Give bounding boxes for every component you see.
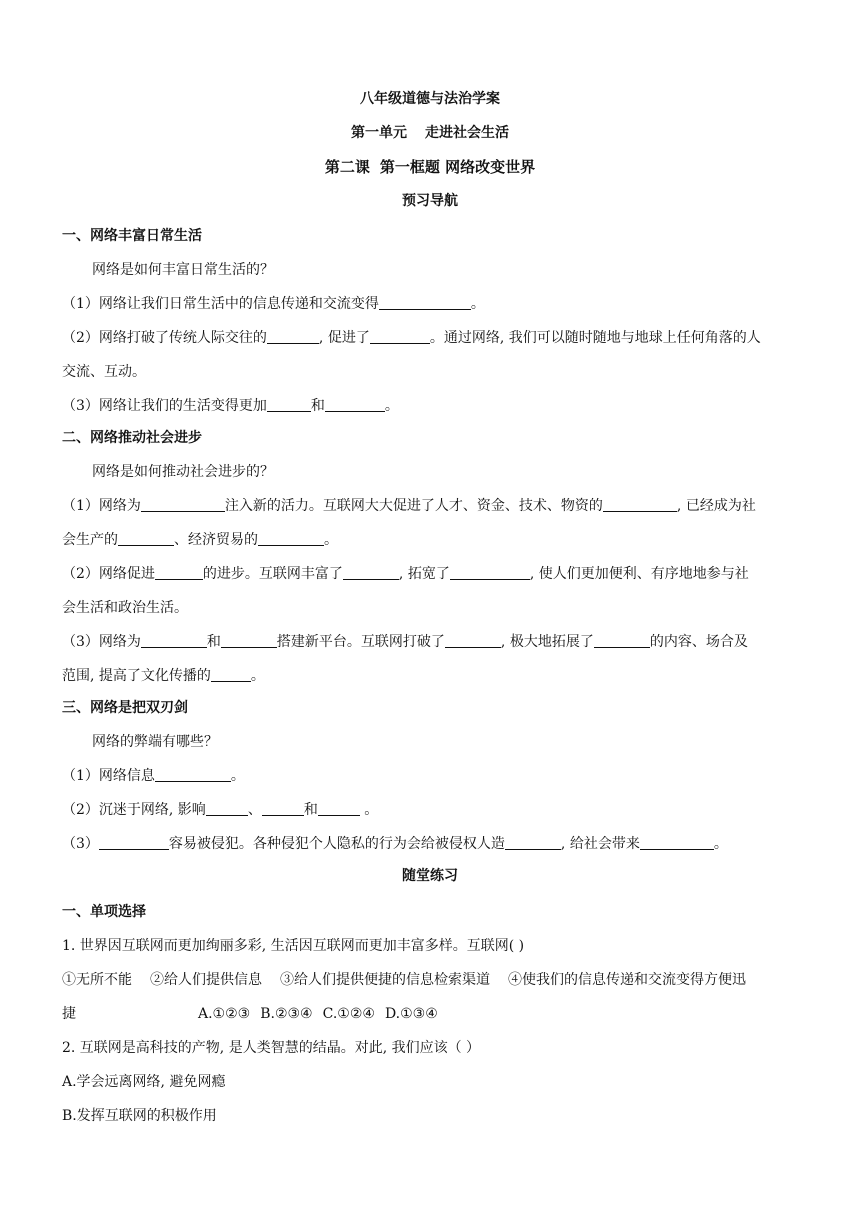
s3-item-1: （1）网络信息 。 [62,768,245,784]
answer-blank[interactable] [206,801,248,816]
question-2-choice-b[interactable]: B.发挥互联网的积极作用 [62,1108,217,1124]
s2-item-3-cont: 范围, 提高了文化传播的 。 [62,668,265,684]
s1-item-1: （1）网络让我们日常生活中的信息传递和交流变得 。 [62,296,485,312]
answer-blank[interactable] [211,667,251,682]
answer-blank[interactable] [262,801,304,816]
s2-item-3: （3）网络为 和 搭建新平台。互联网打破了 , 极大地拓展了 的内容、场合及 [62,634,748,650]
choice-a[interactable]: A.①②③ [198,1006,251,1022]
section-2-question: 网络是如何推动社会进步的？ [92,464,274,480]
answer-blank[interactable] [221,633,277,648]
section-2-heading: 二、网络推动社会进步 [62,430,202,446]
practice-heading: 随堂练习 [402,868,458,884]
section-1-heading: 一、网络丰富日常生活 [62,228,202,244]
answer-blank[interactable] [318,801,360,816]
answer-blank[interactable] [343,565,399,580]
preview-heading: 预习导航 [402,193,458,209]
answer-blank[interactable] [267,397,311,412]
single-choice-heading: 一、单项选择 [62,904,146,920]
question-1-choices: 捷 A.①②③ B.②③④ C.①②④ D.①③④ [62,1006,438,1022]
unit-name: 走进社会生活 [425,125,509,141]
unit-title [0,123,860,143]
question-2: 2. 互联网是高科技的产物, 是人类智慧的结晶。对此, 我们应该（ ） [62,1040,481,1056]
answer-blank[interactable] [141,633,207,648]
s2-item-1: （1）网络为 注入新的活力。互联网大大促进了人才、资金、技术、物资的 , 已经成为社 [62,498,756,514]
question-1-options: ①无所不能 ②给人们提供信息 ③给人们提供便捷的信息检索渠道 ④使我们的信息传递和交流变得方便迅 [62,972,746,988]
s1-item-2-cont: 交流、互动。 [62,364,146,380]
s3-item-3: （3） 容易被侵犯。各种侵犯个人隐私的行为会给被侵权人造 , 给社会带来 。 [62,836,728,852]
answer-blank[interactable] [155,767,231,782]
lesson-name: 第一框题 网络改变世界 [379,158,536,176]
question-1: 1. 世界因互联网而更加绚丽多彩, 生活因互联网而更加丰富多样。互联网( ) [62,938,525,954]
choice-c[interactable]: C.①②④ [322,1006,375,1022]
doc-title: 八年级道德与法治学案 [360,91,500,107]
answer-blank[interactable] [325,397,385,412]
s1-item-3: （3）网络让我们的生活变得更加 和 。 [62,398,399,414]
answer-blank[interactable] [118,531,174,546]
unit-number: 第一单元 [351,125,407,141]
answer-blank[interactable] [640,835,714,850]
answer-blank[interactable] [267,329,319,344]
answer-blank[interactable] [505,835,561,850]
s2-item-2: （2）网络促进 的进步。互联网丰富了 , 拓宽了 , 使人们更加便利、有序地地参与社 [62,566,749,582]
answer-blank[interactable] [155,565,203,580]
s1-item-2: （2）网络打破了传统人际交往的 , 促进了 。通过网络, 我们可以随时随地与地球上任何角落的人 [62,330,761,346]
answer-blank[interactable] [594,633,650,648]
s2-item-2-cont: 会生活和政治生活。 [62,600,188,616]
section-1-question: 网络是如何丰富日常生活的？ [92,262,274,278]
s2-item-1-cont: 会生产的 、经济贸易的 。 [62,532,338,548]
section-3-heading: 三、网络是把双刃剑 [62,700,188,716]
section-3-question: 网络的弊端有哪些？ [92,734,218,750]
choice-d[interactable]: D.①③④ [384,1006,438,1022]
answer-blank[interactable] [603,497,677,512]
answer-blank[interactable] [99,835,169,850]
answer-blank[interactable] [445,633,501,648]
s3-item-2: （2）沉迷于网络, 影响 、 和 。 [62,802,379,818]
answer-blank[interactable] [258,531,324,546]
answer-blank[interactable] [450,565,530,580]
question-2-choice-a[interactable]: A.学会远离网络, 避免网瘾 [62,1074,226,1090]
choice-b[interactable]: B.②③④ [260,1006,313,1022]
answer-blank[interactable] [370,329,430,344]
lesson-number: 第二课 [324,158,370,176]
answer-blank[interactable] [379,295,471,310]
lesson-title [0,157,860,177]
answer-blank[interactable] [141,497,225,512]
